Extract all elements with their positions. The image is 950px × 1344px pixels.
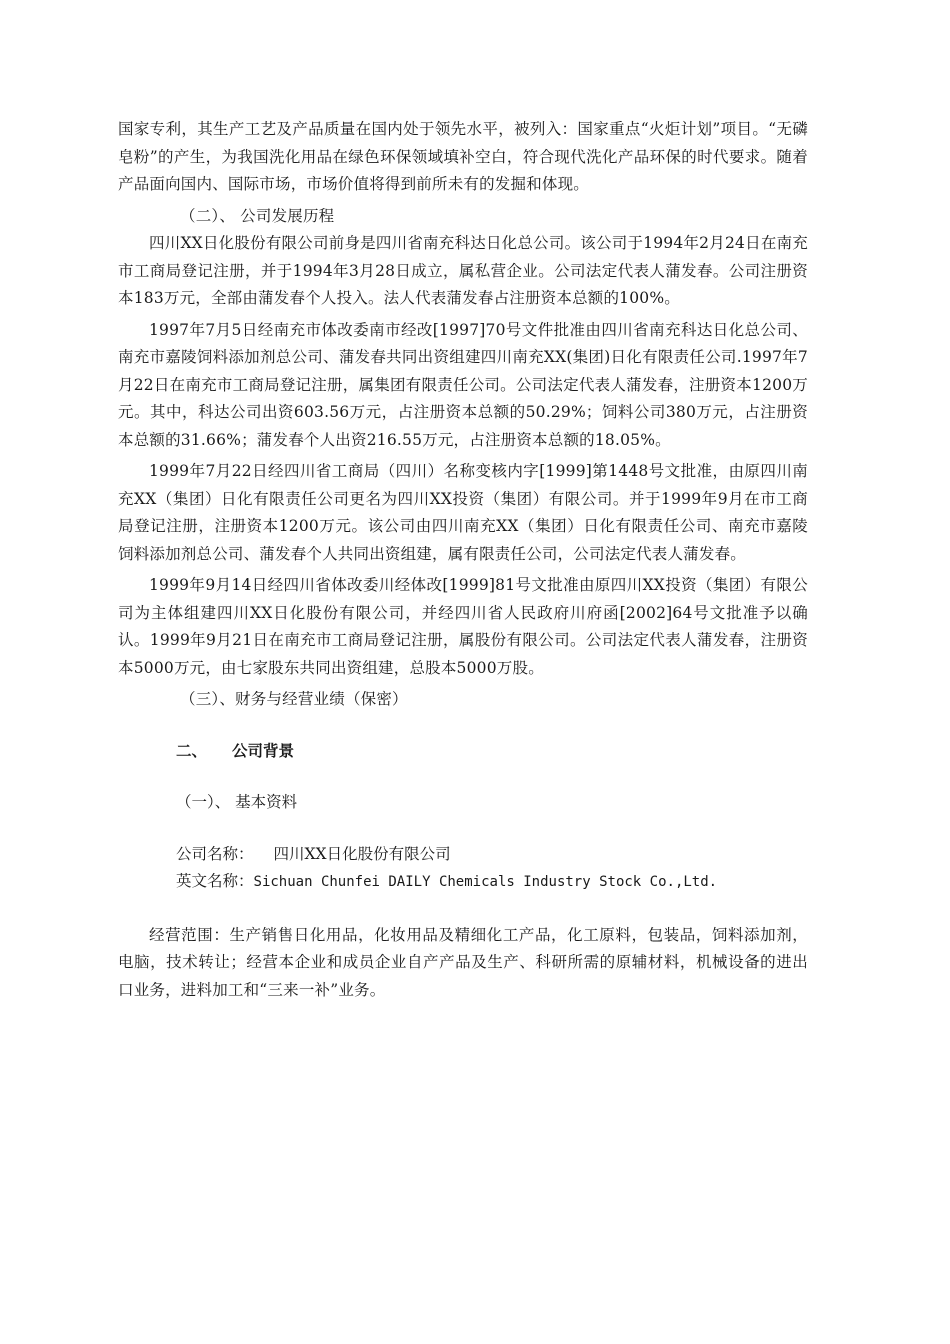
business-scope-paragraph: 经营范围：生产销售日化用品，化妆用品及精细化工产品，化工原料，包装品，饲料添加剂，电脑，技术转让；经营本企业和成员企业自产产品及生产、科研所需的原辅材料，机械设备的进出口业务，进料加工和“三来一补”业务。 [118, 925, 808, 999]
company-name-row [118, 841, 808, 869]
company-name-value: 四川XX日化股份有限公司 [273, 844, 451, 863]
section-two-heading [118, 738, 808, 766]
history-heading: （二）、 公司发展历程 [180, 206, 335, 225]
history-paragraph-1: 四川XX日化股份有限公司前身是四川省南充科达日化总公司。该公司于1994年2月24日在南充市工商局登记注册，并于1994年3月28日成立，属私营企业。公司法定代表人蒲发春。公司注册资本183万元，全部由蒲发春个人投入。法人代表蒲发春占注册资本总额的100%。 [118, 234, 808, 307]
intro-paragraph: 国家专利，其生产工艺及产品质量在国内处于领先水平，被列入：国家重点“火炬计划”项目。“无磷皂粉”的产生，为我国洗化用品在绿色环保领域填补空白，符合现代洗化产品环保的时代要求。随着产品面向国内、国际市场，市场价值将得到前所未有的发掘和体现。 [118, 120, 808, 193]
english-name-value: Sichuan Chunfei DAILY Chemicals Industry Stock Co.,Ltd. [253, 874, 718, 890]
basic-info-heading: （一）、 基本资料 [176, 793, 298, 811]
history-paragraph-2: 1997年7月5日经南充市体改委南市经改[1997]70号文件批准由四川省南充科达日化总公司、南充市嘉陵饲料添加剂总公司、蒲发春共同出资组建四川南充XX(集团)日化有限责任公司.1997年7月22日在南充市工商局登记注册，属集团有限责任公司。公司法定代表人蒲发春，注册资本1200万元。其中，科达公司出资603.56万元，占注册资本总额的50.29%；饲料公司380万元，占注册资本总额的31.66%；蒲发春个人出资216.55万元，占注册资本总额的18.05%。 [118, 320, 808, 449]
company-name-label: 公司名称： [176, 844, 254, 863]
english-name-label: 英文名称： [176, 872, 254, 890]
spacer [118, 897, 808, 922]
section-title: 公司背景 [232, 741, 295, 760]
finance-heading: （三）、财务与经营业绩（保密） [180, 690, 408, 708]
history-paragraph-4: 1999年9月14日经四川省体改委川经体改[1999]81号文批准由原四川XX投资（集团）有限公司为主体组建四川XX日化股份有限公司，并经四川省人民政府川府函[2002]64号文批准予以确认。1999年9月21日在南充市工商局登记注册，属股份有限公司。公司法定代表人蒲发春，注册资本5000万元，由七家股东共同出资组建，总股本5000万股。 [118, 576, 808, 677]
english-name-row [118, 868, 808, 897]
document-page [118, 116, 808, 1004]
history-paragraph-3: 1999年7月22日经四川省工商局（四川）名称变核内字[1999]第1448号文批准，由原四川南充XX（集团）日化有限责任公司更名为四川XX投资（集团）有限公司。并于1999年9月在市工商局登记注册，注册资本1200万元。该公司由四川南充XX（集团）日化有限责任公司、南充市嘉陵饲料添加剂总公司、蒲发春个人共同出资组建，属有限责任公司，公司法定代表人蒲发春。 [118, 462, 808, 563]
section-number: 二、 [176, 741, 208, 760]
